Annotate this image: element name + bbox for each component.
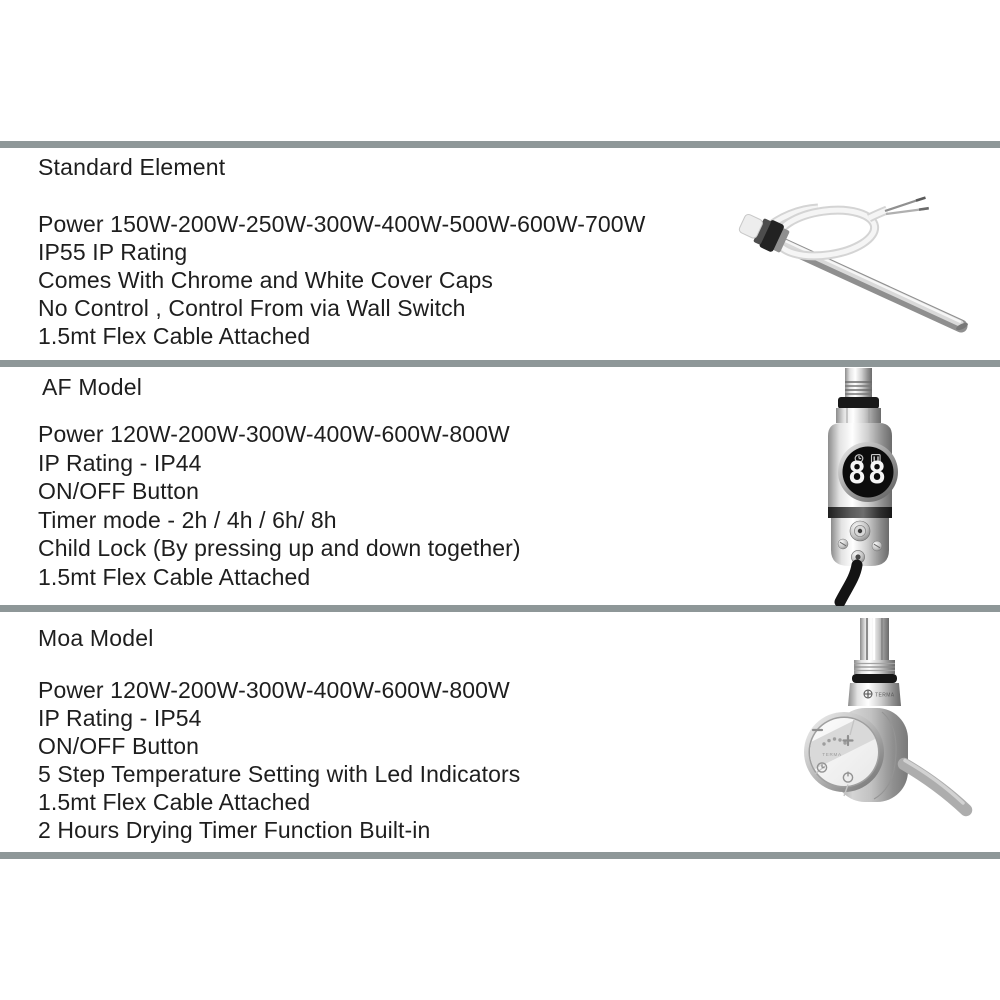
mounting-thread <box>845 368 872 399</box>
moa-thermostat-photo <box>768 616 996 860</box>
divider-top <box>0 141 1000 148</box>
terma-logo <box>864 690 872 698</box>
section-title-standard-element: Standard Element <box>38 154 226 180</box>
divider-mid-2 <box>0 605 1000 612</box>
spec-line: 1.5mt Flex Cable Attached <box>38 323 311 349</box>
spec-line: IP55 IP Rating <box>38 239 188 265</box>
flex-cable <box>762 198 929 262</box>
heating-element-photo <box>728 186 990 351</box>
spec-line: IP Rating - IP44 <box>38 449 202 476</box>
power-cable <box>904 764 966 810</box>
spec-list-af-model <box>38 420 521 592</box>
spec-line: Comes With Chrome and White Cover Caps <box>38 267 494 293</box>
spec-line: 5 Step Temperature Setting with Led Indicators <box>38 761 521 787</box>
spec-line: Power 150W-200W-250W-300W-400W-500W-600W-700W <box>38 211 646 237</box>
spec-line: ON/OFF Button <box>38 478 200 505</box>
spec-line: Child Lock (By pressing up and down together) <box>38 535 521 562</box>
collar-brand-text: TERMA <box>875 692 895 699</box>
spec-line: Power 120W-200W-300W-400W-600W-800W <box>38 421 510 447</box>
face-brand-text: TERMA <box>822 752 842 757</box>
body-band <box>828 507 892 518</box>
spec-line: Power 120W-200W-300W-400W-600W-800W <box>38 677 510 703</box>
section-title-moa-model: Moa Model <box>38 625 154 651</box>
section-title-af-model: AF Model <box>42 374 143 400</box>
spec-line: ON/OFF Button <box>38 733 200 759</box>
spec-line: 1.5mt Flex Cable Attached <box>38 789 311 815</box>
spec-line: 2 Hours Drying Timer Function Built-in <box>38 817 431 843</box>
spec-list-standard-element <box>38 210 645 350</box>
o-ring <box>852 674 897 683</box>
locking-ring <box>838 397 879 409</box>
side-screw <box>872 541 882 551</box>
side-screw <box>838 539 848 549</box>
threaded-nut <box>854 660 895 674</box>
neck <box>836 408 881 423</box>
mounting-thread <box>860 618 889 660</box>
power-cable <box>840 565 857 602</box>
spec-list-moa-model <box>38 676 520 844</box>
spec-line: Timer mode - 2h / 4h / 6h/ 8h <box>38 506 337 533</box>
spec-line: No Control , Control From via Wall Switch <box>38 295 466 321</box>
spec-line: IP Rating - IP54 <box>38 705 202 731</box>
spec-line: 1.5mt Flex Cable Attached <box>38 563 311 590</box>
af-control-unit-photo <box>803 366 993 606</box>
display-value: 88 <box>847 456 889 491</box>
